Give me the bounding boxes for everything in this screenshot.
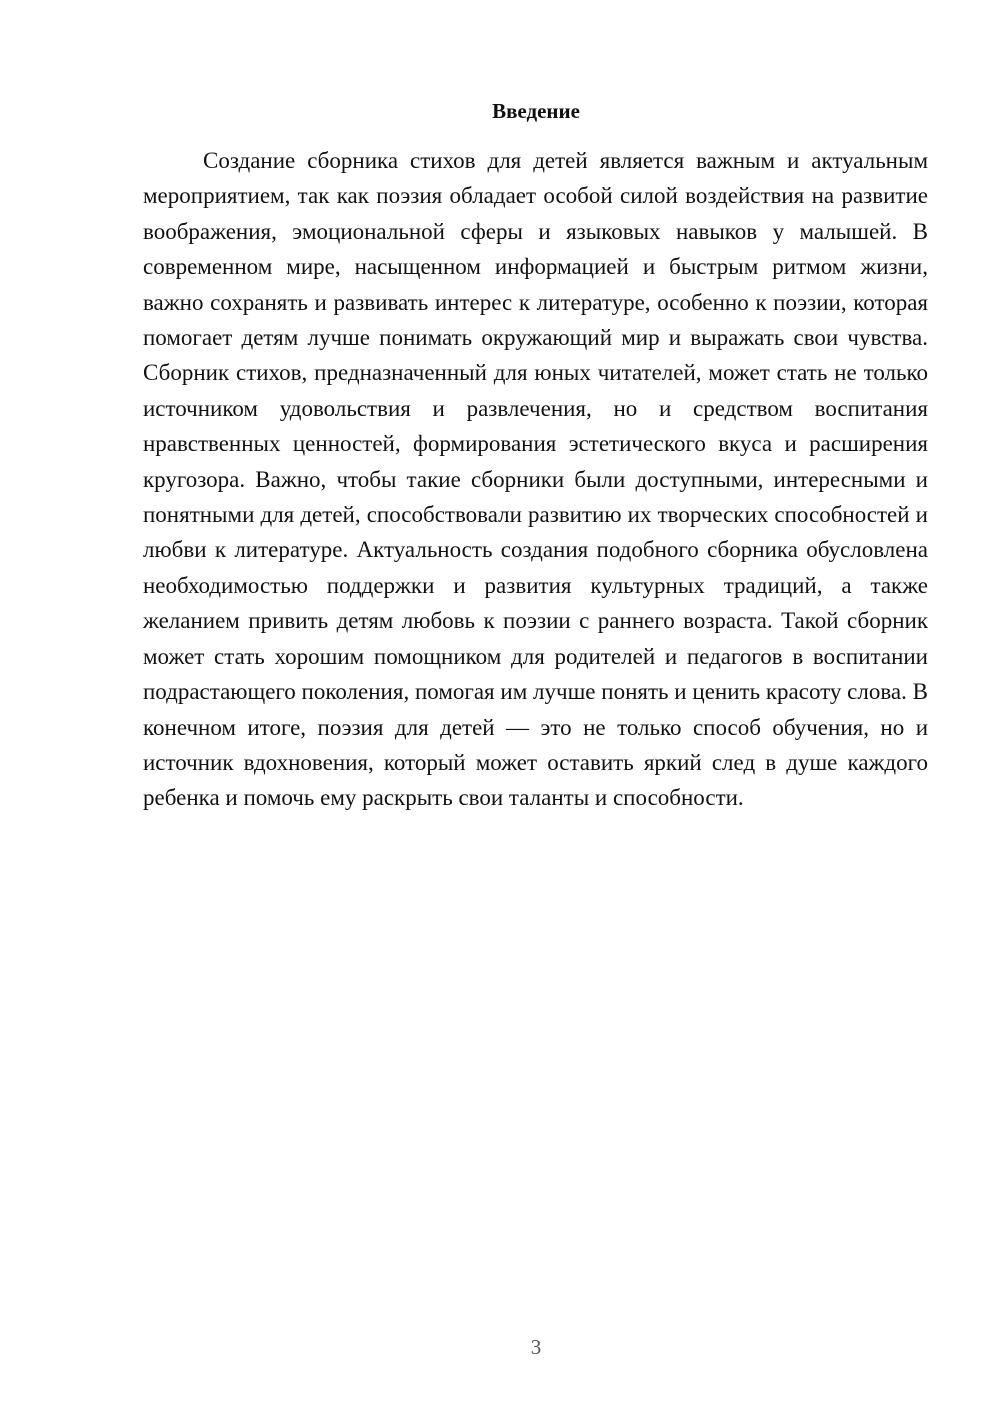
section-heading: Введение xyxy=(492,99,580,123)
body-paragraph: Создание сборника стихов для детей является важным и актуальным мероприятием, так как поэзия обладает особой силой воздействия на развитие воображения, эмоциональной сферы и языковых навыков у малышей. В современном мире, насыщенном информацией и быстрым ритмом жизни, важно сохранять и развивать интерес к литературе, особенно к поэзии, которая помогает детям лучше понимать окружающий мир и выражать свои чувства. Сборник стихов, предназначенный для юных читателей, может стать не только источником удовольствия и развлечения, но и средством воспитания нравственных ценностей, формирования эстетического вкуса и расширения кругозора. Важно, чтобы такие сборники были доступными, интересными и понятными для детей, способствовали развитию их творческих способностей и любви к литературе. Актуальность создания подобного сборника обусловлена необходимостью поддержки и развития культурных традиций, а также желанием привить детям любовь к поэзии с раннего возраста. Такой сборник может стать хорошим помощником для родителей и педагогов в воспитании подрастающего поколения, помогая им лучше понять и ценить красоту слова. В конечном итоге, поэзия для детей — это не только способ обучения, но и источник вдохновения, который может оставить яркий след в душе каждого ребенка и помочь ему раскрыть свои таланты и способности. xyxy=(143,148,928,811)
page-number: 3 xyxy=(530,1335,542,1359)
